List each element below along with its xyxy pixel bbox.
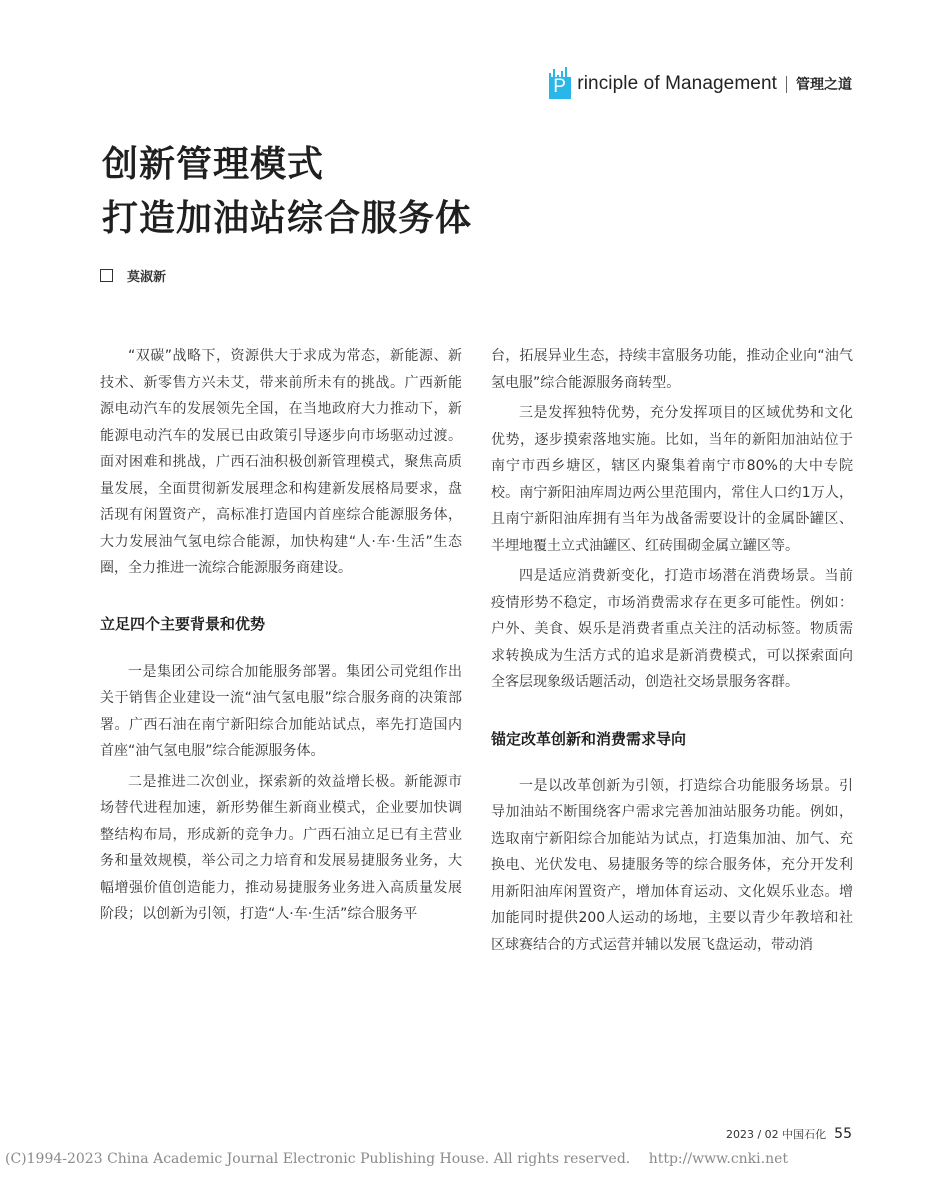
byline-square-icon (100, 269, 113, 282)
paragraph: 一是集团公司综合加能服务部署。集团公司党组作出关于销售企业建设一流“油气氢电服”综合服务商的决策部署。广西石油在南宁新阳综合加能站试点，率先打造国内首座“油气氢电服”综合能源服务体。 (100, 663, 462, 759)
column-section: 管理之道 (796, 77, 852, 93)
running-header (545, 66, 852, 102)
right-column (491, 343, 853, 958)
section-heading: 锚定改革创新和消费需求导向 (491, 729, 687, 748)
paragraph: 二是推进二次创业，探索新的效益增长极。新能源市场替代进程加速，新形势催生新商业模式，企业要加快调整结构布局，形成新的竞争力。广西石油立足已有主营业务和量效规模，举公司之力培育和发展易捷服务业务，大幅增强价值创造能力，推动易捷服务业务进入高质量发展阶段；以创新为引领，打造“人·车·生活”综合服务平 (100, 773, 462, 922)
section-heading: 立足四个主要背景和优势 (100, 614, 266, 633)
left-column (100, 343, 462, 928)
header-divider (786, 76, 787, 93)
watermark-url: http://www.cnki.net (648, 1151, 789, 1167)
author-name: 莫淑新 (127, 270, 167, 285)
copyright-text: (C)1994-2023 China Academic Journal Electronic Publishing House. All rights reserved. (5, 1151, 631, 1167)
paragraph: 一是以改革创新为引领，打造综合功能服务场景。引导加油站不断围绕客户需求完善加油站服务功能。例如，选取南宁新阳综合加能站为试点，打造集加油、加气、充换电、光伏发电、易捷服务等的综合服务体，充分开发利用新阳油库闲置资产，增加体育运动、文化娱乐业态。增加能同时提供200人运动的场地，主要以青少年教培和社区球赛结合的方式运营并辅以发展飞盘运动，带动消 (491, 777, 853, 953)
column-title: rinciple of Management (577, 73, 777, 94)
paragraph: 三是发挥独特优势，充分发挥项目的区域优势和文化优势，逐步摸索落地实施。比如，当年的新阳加油站位于南宁市西乡塘区，辖区内聚集着南宁市80%的大中专院校。南宁新阳油库周边两公里范围内，常住人口约1万人，且南宁新阳油库拥有当年为战备需要设计的金属卧罐区、半埋地覆土立式油罐区、红砖围砌金属立罐区等。 (491, 405, 853, 554)
paragraph-continued: 台，拓展异业生态，持续丰富服务功能，推动企业向“油气氢电服”综合能源服务商转型。 (491, 348, 853, 391)
logo-letter: P (553, 76, 566, 97)
article-title (102, 138, 472, 246)
issue-info: 2023 / 02 中国石化 (725, 1128, 827, 1141)
page-number: 55 (834, 1126, 852, 1142)
copyright-watermark (5, 1151, 788, 1167)
column-logo-icon (545, 69, 575, 99)
title-line-1: 创新管理模式 (102, 144, 325, 185)
page-footer (726, 1126, 852, 1142)
paragraph: “双碳”战略下，资源供大于求成为常态，新能源、新技术、新零售方兴未艾，带来前所未有的挑战。广西新能源电动汽车的发展领先全国，在当地政府大力推动下，新能源电动汽车的发展已由政策引导逐步向市场驱动过渡。面对困难和挑战，广西石油积极创新管理模式，聚焦高质量发展，全面贯彻新发展理念和构建新发展格局要求，盘活现有闲置资产，高标准打造国内首座综合能源服务体，大力发展油气氢电综合能源，加快构建“人·车·生活”生态圈，全力推进一流综合能源服务商建设。 (100, 348, 462, 576)
title-line-2: 打造加油站综合服务体 (102, 198, 473, 239)
paragraph: 四是适应消费新变化，打造市场潜在消费场景。当前疫情形势不稳定，市场消费需求存在更多可能性。例如：户外、美食、娱乐是消费者重点关注的活动标签。物质需求转换成为生活方式的追求是新消费模式，可以探索面向全客层现象级话题活动，创造社交场景服务客群。 (491, 568, 853, 690)
byline (100, 266, 166, 285)
